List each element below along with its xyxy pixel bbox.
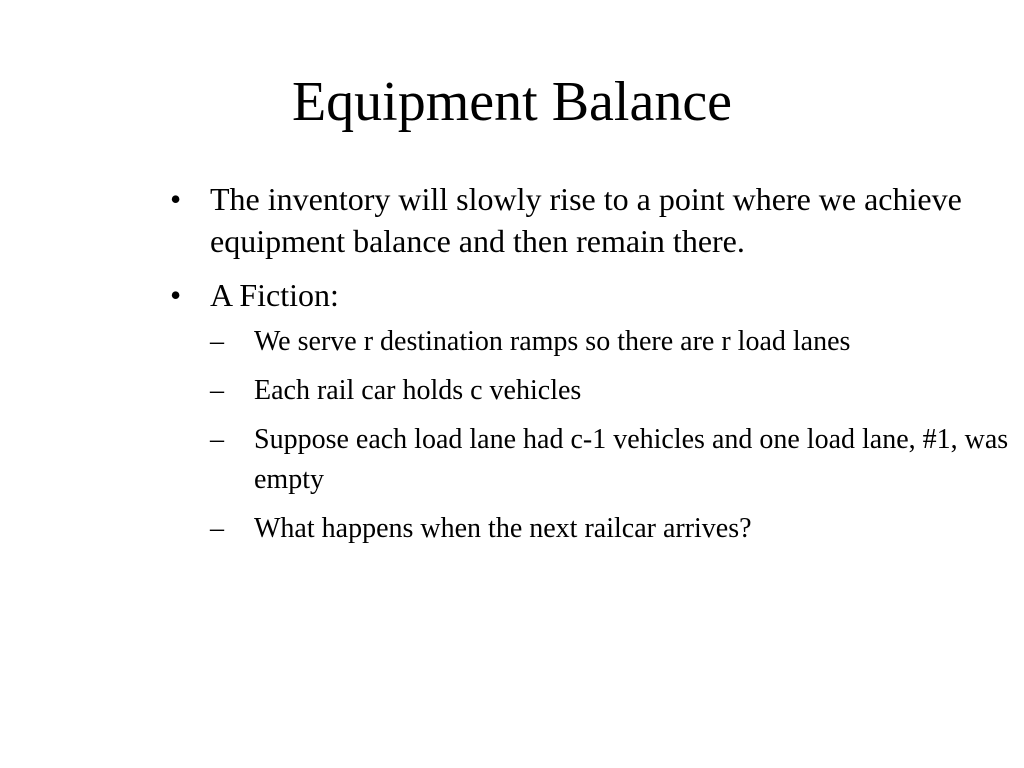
bullet-text: The inventory will slowly rise to a point where we achieve equipment balance and then remain there. — [210, 181, 962, 259]
sub-bullet-item — [210, 420, 1020, 500]
bullet-marker: • — [170, 181, 182, 217]
sub-bullet-text: Suppose each load lane had c-1 vehicles and one load lane, #1, was empty — [254, 424, 1009, 495]
bullet-item-inventory — [170, 178, 1020, 262]
sub-bullet-item — [210, 509, 1020, 549]
slide-title — [0, 71, 1024, 133]
sub-bullet-text: We serve r destination ramps so there are r load lanes — [254, 326, 851, 357]
bullet-list — [170, 178, 1020, 561]
sub-bullet-item — [210, 322, 1020, 362]
sub-bullet-list — [210, 322, 1020, 549]
sub-bullet-marker: – — [210, 326, 224, 357]
sub-bullet-text: Each rail car holds c vehicles — [254, 375, 582, 406]
bullet-marker: • — [170, 277, 182, 313]
sub-bullet-marker: – — [210, 375, 224, 406]
sub-bullet-text: What happens when the next railcar arrives? — [254, 513, 752, 544]
sub-bullet-marker: – — [210, 513, 224, 544]
bullet-item-fiction — [170, 274, 1020, 549]
slide-title-text: Equipment Balance — [291, 71, 733, 133]
sub-bullet-item — [210, 371, 1020, 411]
sub-bullet-marker: – — [210, 424, 224, 455]
bullet-text: A Fiction: — [210, 277, 339, 313]
